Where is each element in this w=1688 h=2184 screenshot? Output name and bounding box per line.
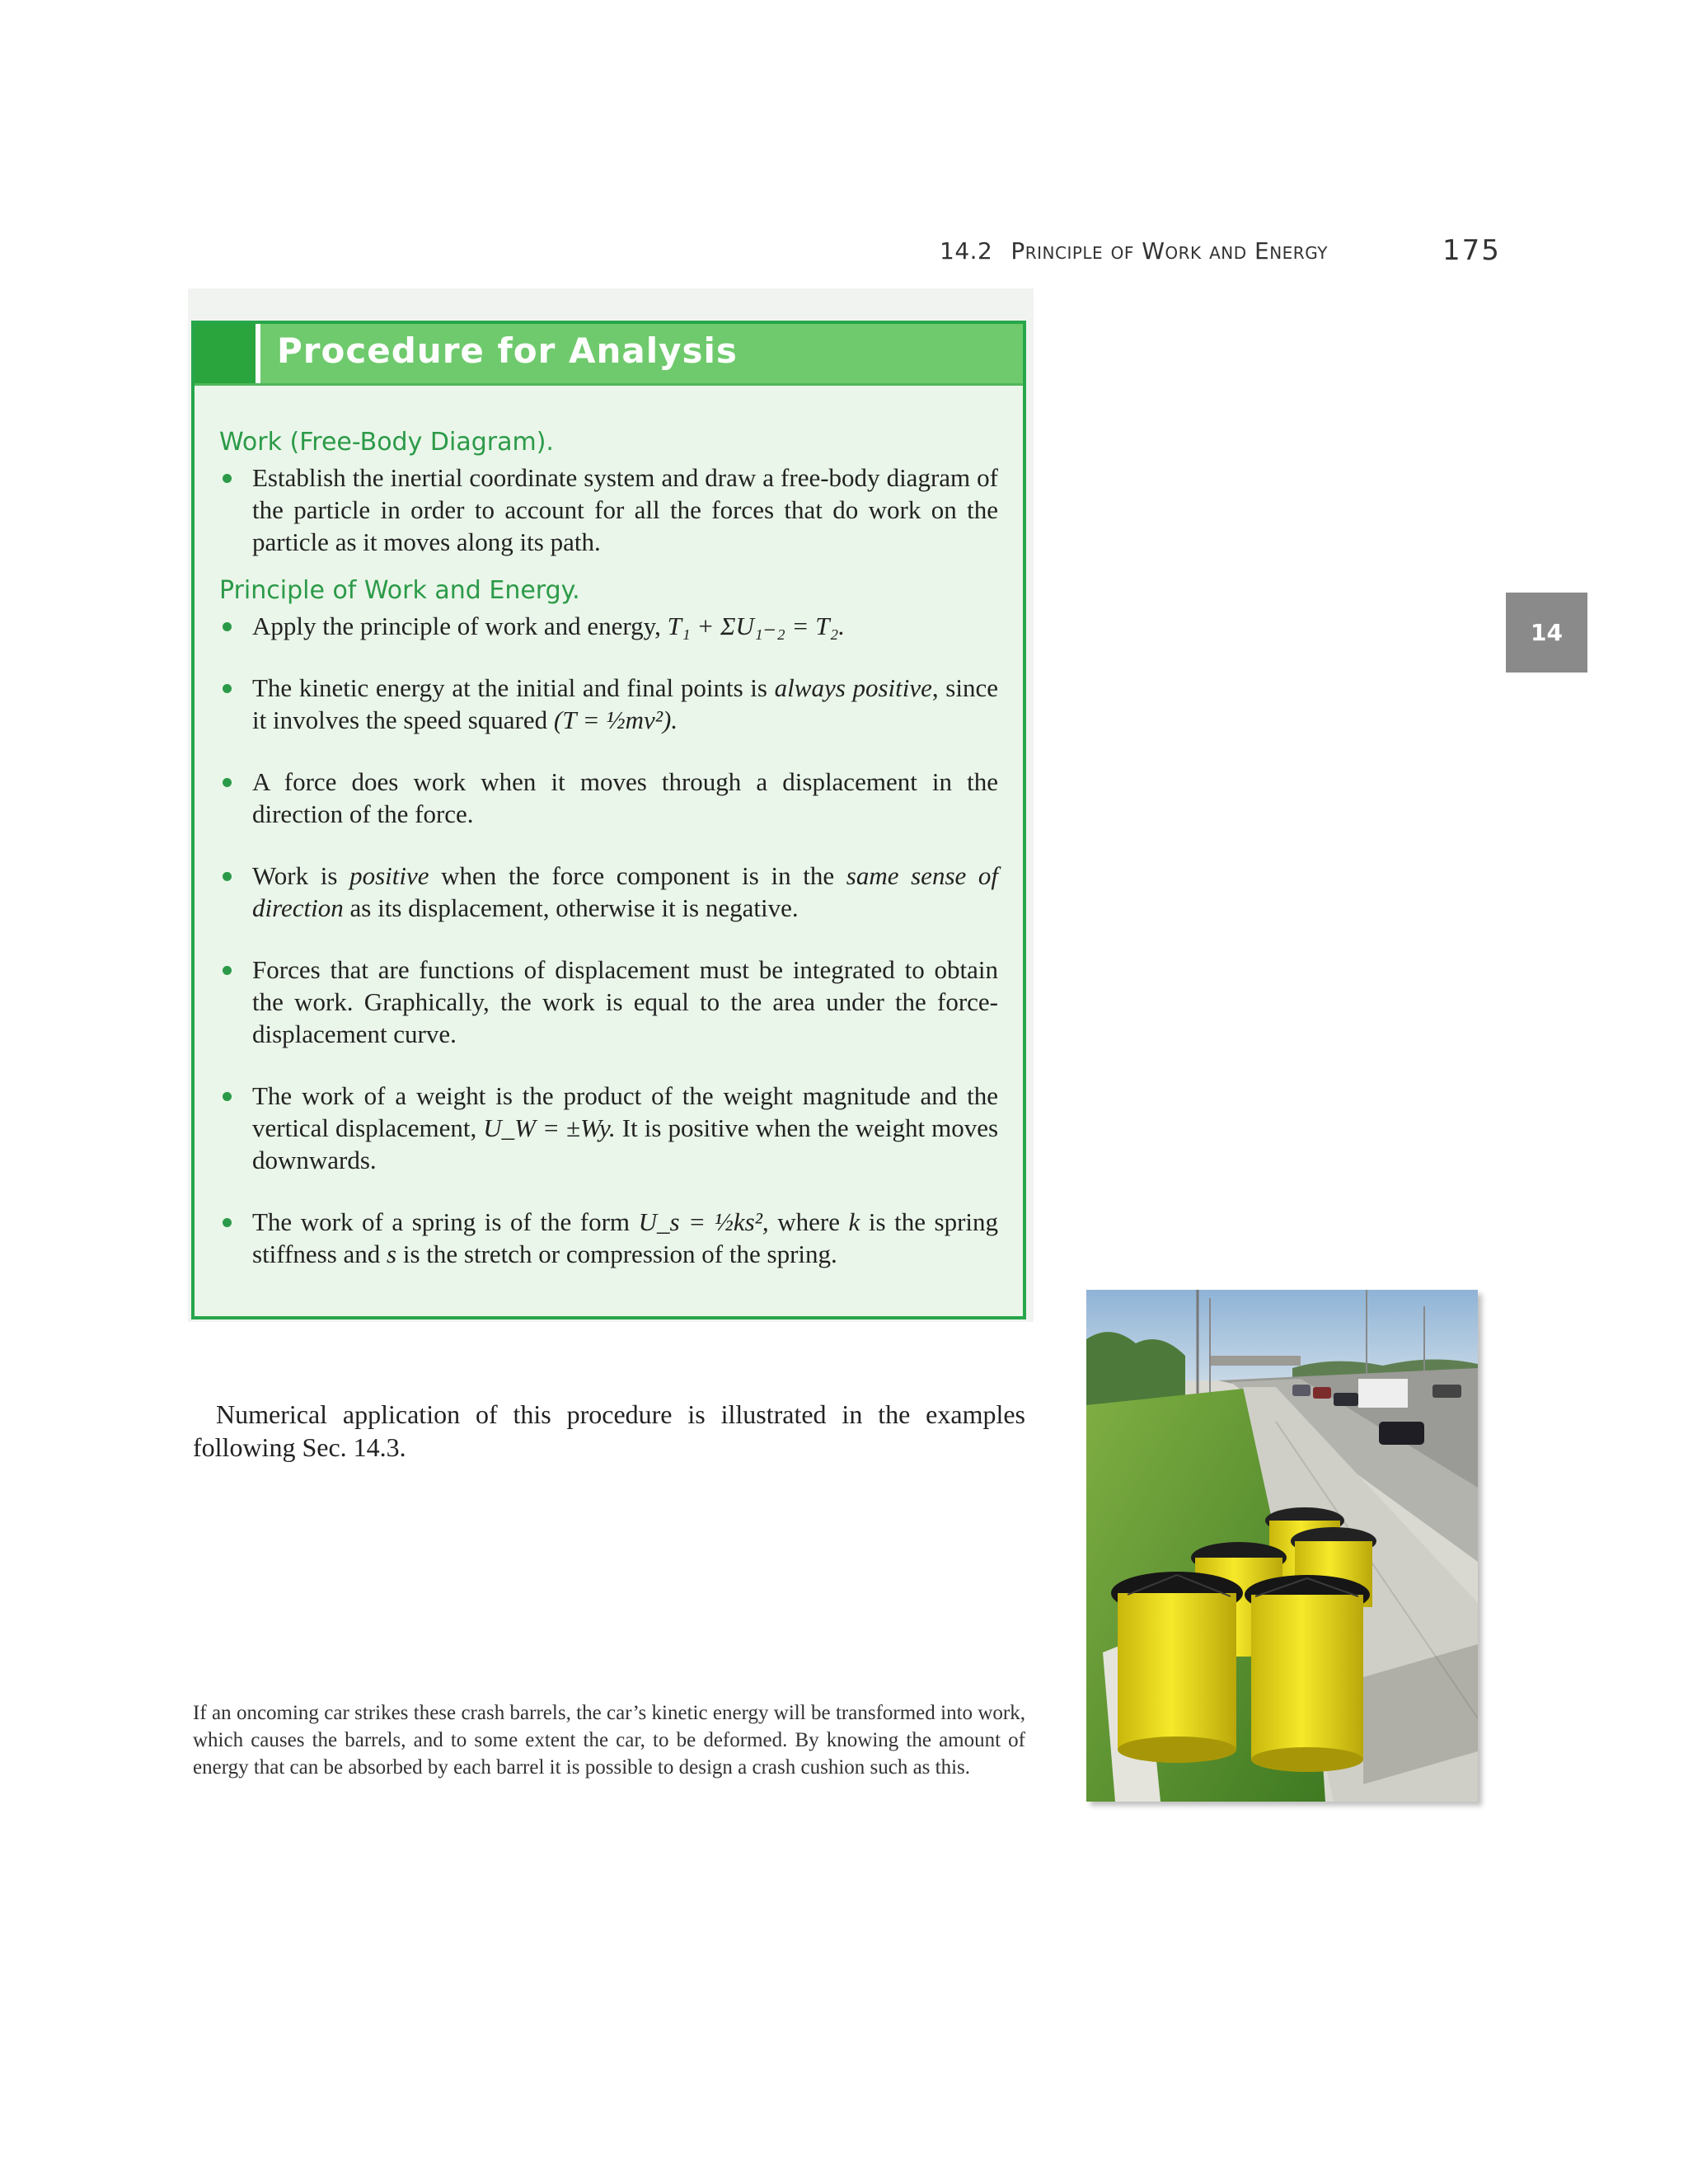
principle-heading: Principle of Work and Energy. [219,576,580,605]
bullet-kinetic [219,672,998,736]
bullet-weight-post: It is positive when the weight moves downwards. [252,1113,999,1174]
bullet-positive-pre: Work is [252,861,338,890]
photo-caption: If an oncoming car strikes these crash barrels, the car’s kinetic energy will be transformed into work, which causes the barrels, and to some extent the car, to be deformed. By knowing the amount of energy that can be absorbed by each barrel it is possible to design a crash cushion such as this. [193,1702,1025,1779]
bullet-positive [219,860,998,924]
procedure-box [191,321,1026,1319]
bullet-positive-emph1: positive [349,861,429,890]
work-bullets [219,462,998,558]
bullet-weight-pre: The work of a weight is the product of the weight magnitude and the vertical displacement, [252,1081,998,1142]
chapter-tab: 14 [1506,593,1587,673]
equation-work-energy: T₁ + ΣU₁₋₂ = T₂. [667,612,845,640]
equation-spring-work: U_s = ½ks², [638,1207,769,1236]
bullet-force-text: A force does work when it moves through a displacement in the direction of the force. [252,767,998,828]
bullet-dot [223,778,232,787]
principle-bullets [219,610,998,1270]
bullet-dot [223,622,232,631]
procedure-header-block [195,324,256,383]
symbol-k: k [848,1207,860,1236]
equation-kinetic-energy: (T = ½mv²). [553,705,678,734]
bullet-positive-post: as its displacement, otherwise it is negative. [349,893,799,922]
bullet-positive-mid: when the force component is in the [441,861,835,890]
bullet-spring-mid: where [777,1207,840,1236]
bullet-positive-emph2: same sense of direction [252,861,999,922]
bullet-kinetic-post: , since it involves the speed squared [252,673,998,734]
page-number: 175 [1442,234,1501,267]
section-number: 14.2 [940,237,993,265]
bullet-dot [223,474,232,483]
bullet-dot [223,684,232,693]
bullet-spring-post: is the stretch or compression of the spring. [402,1240,837,1268]
bullet-functions-text: Forces that are functions of displacement must be integrated to obtain the work. Graphically, the work is equal to the area under the force-displacement curve. [252,955,998,1048]
procedure-header-bar [195,324,1023,386]
section-title: Principle of Work and Energy [1010,237,1328,265]
bullet-functions [219,954,998,1050]
work-heading: Work (Free-Body Diagram). [219,428,554,457]
bullet-establish-text: Establish the inertial coordinate system and draw a free-body diagram of the particle in order to account for all the forces that do work on the particle as it moves along its path. [252,463,998,556]
bullet-establish [219,462,998,558]
crash-barrels-photo [1086,1290,1478,1802]
bullet-dot [223,1092,232,1101]
running-header [940,237,1328,265]
body-paragraph: Numerical application of this procedure is illustrated in the examples following Sec. 14.3. [193,1399,1025,1462]
equation-weight-work: U_W = ±Wy. [483,1113,616,1142]
bullet-spring-mid2: is the spring stiffness and [252,1207,999,1268]
bullet-spring [219,1206,998,1270]
bullet-spring-pre: The work of a spring is of the form [252,1207,631,1236]
bullet-apply-text: Apply the principle of work and energy, [252,612,661,640]
procedure-title: Procedure for Analysis [277,330,738,371]
procedure-header-divider [256,324,260,383]
crash-barrels-illustration [1086,1290,1478,1802]
bullet-dot [223,872,232,881]
bullet-dot [223,1218,232,1227]
bullet-apply [219,610,998,642]
symbol-s: s [387,1240,397,1268]
bullet-force [219,766,998,830]
procedure-body [219,428,998,1300]
bullet-dot [223,966,232,975]
bullet-weight [219,1080,998,1176]
bullet-kinetic-pre: The kinetic energy at the initial and final points is [252,673,767,702]
bullet-kinetic-emph: always positive [774,673,932,702]
